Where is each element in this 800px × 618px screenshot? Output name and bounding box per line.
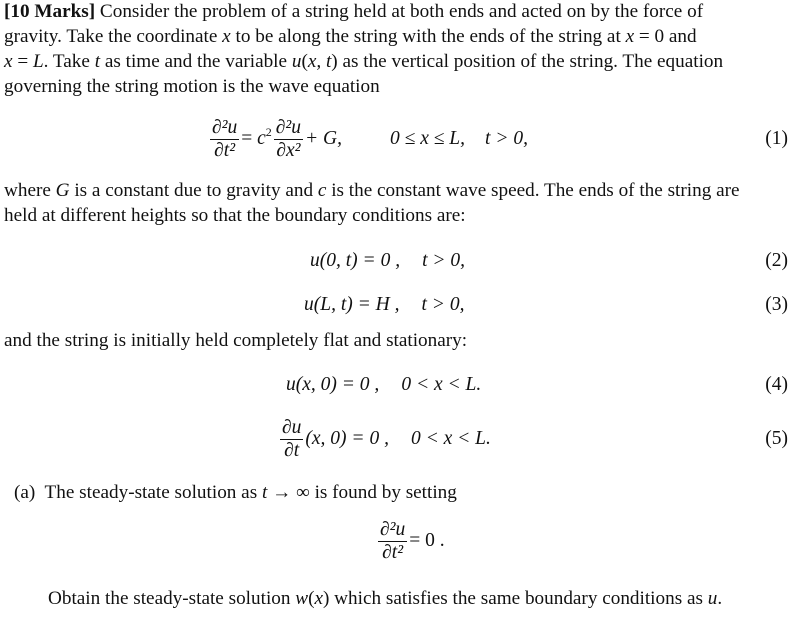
part-a-paragraph: (a) The steady-state solution as t → ∞ is found by setting — [14, 482, 457, 503]
equation-5-number: (5) — [765, 428, 788, 449]
eq1-lhs-fraction: $\frac{\text{∂²u}}{\text{∂t²}}$ — [212, 117, 238, 161]
intro-line-3: x = L. Take t as time and the variable u(x, t) as the vertical position of the string. The equation — [4, 51, 724, 72]
equation-2: u(0, t) = 0 , t > 0, — [310, 250, 466, 271]
equation-4: u(x, 0) = 0 , 0 < x < L. — [286, 374, 482, 395]
initial-condition-paragraph: and the string is initially held completely flat and stationary: — [4, 330, 468, 351]
where-line-1: where G is a constant due to gravity and c is the constant wave speed. The ends of the string are — [4, 180, 740, 201]
equation-5: $\frac{\partial u}{\partial t}$ (x, 0) = 0 , 0 < x < L. — [282, 417, 491, 461]
intro-line-4: governing the string motion is the wave equation — [4, 76, 380, 97]
obtain-paragraph: Obtain the steady-state solution w(x) which satisfies the same boundary conditions as u. — [48, 588, 723, 609]
equation-4-number: (4) — [765, 374, 788, 395]
eq5-fraction: $\frac{\partial u}{\partial t}$ — [282, 417, 302, 461]
part-a-label: (a) — [14, 482, 36, 503]
marks-label: [10 Marks] — [4, 1, 96, 22]
where-line-2: held at different heights so that the boundary conditions are: — [4, 205, 466, 226]
equation-2-number: (2) — [765, 250, 788, 271]
eq1-rhs-fraction: $\frac{\text{∂²u}}{\text{∂x²}}$ — [275, 117, 301, 161]
equation-3-number: (3) — [765, 294, 788, 315]
intro-line-2: gravity. Take the coordinate x to be along the string with the ends of the string at x = 0 and — [4, 26, 697, 47]
equation-1-number: (1) — [765, 128, 788, 149]
where-paragraph — [4, 178, 794, 228]
intro-line-1: [10 Marks] Consider the problem of a string held at both ends and acted on by the force of — [4, 1, 704, 22]
eq6-fraction: $\frac{\text{∂²u}}{\text{∂t²}}$ — [380, 519, 406, 563]
eq1-coefficient: $c^2$ — [257, 124, 272, 149]
equation-1: $\frac{\text{∂²u}}{\text{∂t²}}$ = $c^2$ $\frac{\text{∂²u}}{\text{∂x²}}$ + G, 0 ≤ x ≤ L, t > 0, — [212, 117, 528, 161]
equation-steady-state: $\frac{\text{∂²u}}{\text{∂t²}}$ = 0 . — [380, 519, 445, 563]
equation-3: u(L, t) = H , t > 0, — [304, 294, 465, 315]
intro-paragraph — [4, 0, 794, 99]
